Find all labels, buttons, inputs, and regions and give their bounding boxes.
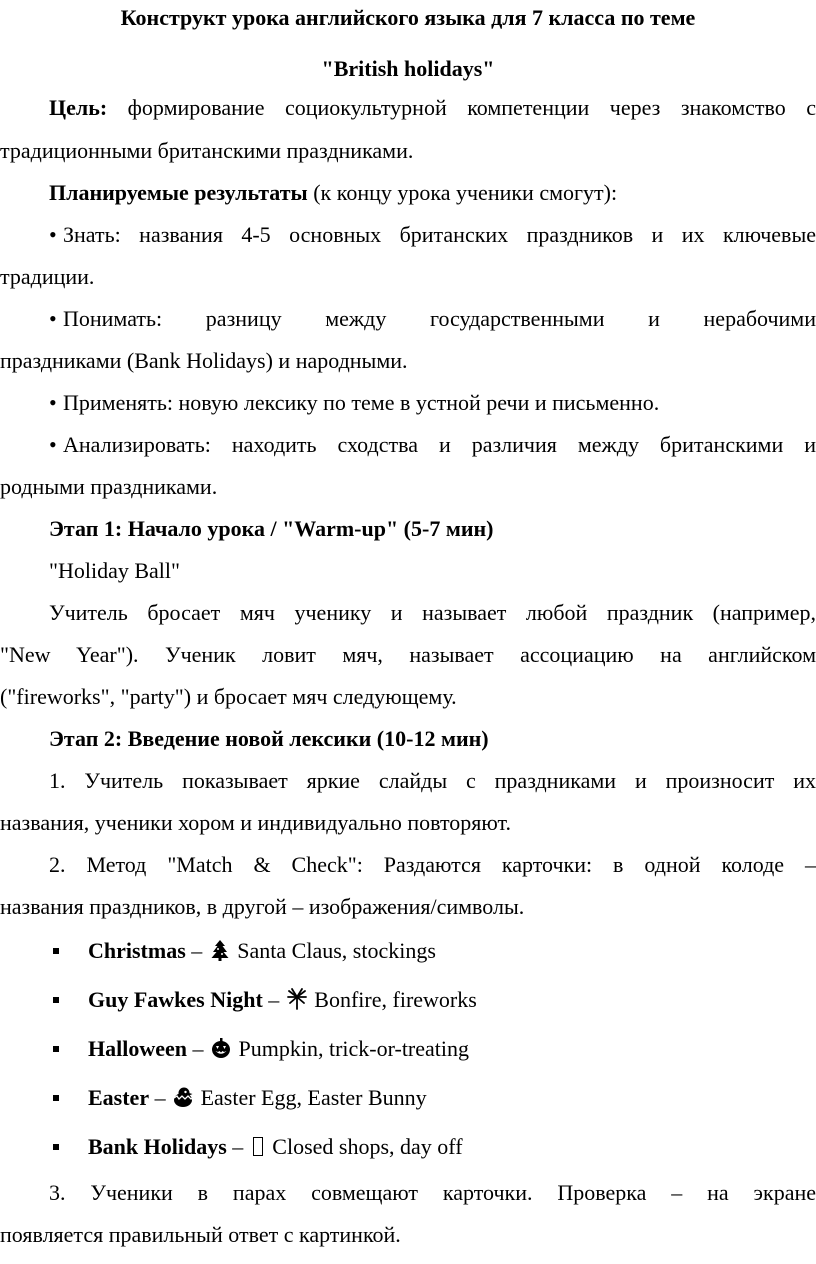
result-item-2-cont: праздниками (Bank Holidays) и народными. bbox=[0, 348, 408, 373]
square-bullet-icon bbox=[53, 1095, 59, 1101]
square-bullet-icon bbox=[53, 948, 59, 954]
jack-o-lantern-icon bbox=[211, 1037, 231, 1059]
stage2-step1-line1: 1. Учитель показывает яркие слайды с праздниками и произносит их bbox=[49, 768, 816, 793]
square-bullet-icon bbox=[53, 997, 59, 1003]
result-item-1: • Знать: названия 4-5 основных британских праздников и их ключевые bbox=[49, 222, 816, 247]
bullet-icon: • bbox=[49, 390, 57, 415]
square-bullet-icon bbox=[53, 1144, 59, 1150]
stage2-step3-line2: появляется правильный ответ с картинкой. bbox=[0, 1222, 401, 1247]
easter-chick-icon bbox=[173, 1086, 193, 1108]
result-item-3: • Применять: новую лексику по теме в устной речи и письменно. bbox=[49, 390, 660, 415]
stage1-text-2: "New Year"). Ученик ловит мяч, называет ассоциацию на английском bbox=[0, 642, 816, 667]
document-page: Конструкт урока английского языка для 7 класса по теме "British holidays" Цель: формирование социокультурной компетенции через знакомство с традиционными британскими праздниками. Планируемые результаты (к концу урока ученики смогут): • Знать: названия 4-5 основных британских праздников и их ключевые традиции. • Понимать: разницу между государственными и нерабочими праздниками (Bank Holidays) и народными. • Применять: новую лексику по теме в устной речи и письменно. • Анализировать: находить сходства и различия между британскими и родными праздниками. Этап 1: Начало урока / "Warm-up" (5-7 мин) "Holiday Ball" Учитель бросает мяч ученику и называет любой праздник (например, "New Year"). Ученик ловит мяч, называет ассоциацию на английском ("fireworks", "party") и бросает мяч следующему. Этап 2: Введение новой лексики (10-12 мин) 1. Учитель показывает яркие слайды с праздниками и произносит их названия, ученики хором и индивидуально повторяют. 2. Метод "Match & Check": Раздаются карточки: в одной колоде – названия праздников, в другой – изображения/символы. Christmas – Santa Claus, stockings Guy Fawkes Night – Bonfire, fireworks Halloween – Pumpkin, trick-or-treating Easter – Easter Egg, Easter Bunny Bank Holidays – Closed shops, day off 3. Ученики в парах совмещают карточки. Проверка – на экране появляется правильный ответ с картинкой. bbox=[0, 5, 816, 1247]
stage2-step2-line1: 2. Метод "Match & Check": Раздаются карточки: в одной колоде – bbox=[49, 852, 816, 877]
result-item-1-cont: традиции. bbox=[0, 264, 95, 289]
stage2-step1-line2: названия, ученики хором и индивидуально повторяют. bbox=[0, 810, 512, 835]
stage1-heading: Этап 1: Начало урока / "Warm-up" (5-7 мин) bbox=[49, 516, 494, 541]
stage1-game-title: "Holiday Ball" bbox=[49, 558, 181, 583]
christmas-tree-icon bbox=[210, 939, 230, 961]
square-bullet-icon bbox=[53, 1046, 59, 1052]
stage1-text-3: ("fireworks", "party") и бросает мяч следующему. bbox=[0, 684, 457, 709]
goal-line-1: Цель: формирование социокультурной компетенции через знакомство с bbox=[49, 95, 816, 120]
stage2-step2-line2: названия праздников, в другой – изображения/символы. bbox=[0, 894, 525, 919]
fireworks-icon bbox=[287, 988, 307, 1010]
title-line-2: "British holidays" bbox=[321, 56, 495, 81]
goal-line-2: традиционными британскими праздниками. bbox=[0, 138, 414, 163]
stage1-text-1: Учитель бросает мяч ученику и называет любой праздник (например, bbox=[49, 600, 816, 625]
bullet-icon: • bbox=[49, 222, 57, 247]
result-item-4: • Анализировать: находить сходства и различия между британскими и bbox=[49, 432, 816, 457]
result-item-4-cont: родными праздниками. bbox=[0, 474, 218, 499]
bullet-icon: • bbox=[49, 306, 57, 331]
stage2-heading: Этап 2: Введение новой лексики (10-12 мин) bbox=[49, 726, 489, 751]
results-heading: Планируемые результаты (к концу урока ученики смогут): bbox=[49, 180, 618, 205]
stage2-step3-line1: 3. Ученики в парах совмещают карточки. Проверка – на экране bbox=[49, 1180, 816, 1205]
missing-glyph-icon bbox=[253, 1137, 263, 1156]
result-item-2: • Понимать: разницу между государственными и нерабочими bbox=[49, 306, 816, 331]
title-line-1: Конструкт урока английского языка для 7 класса по теме bbox=[120, 5, 696, 30]
bullet-icon: • bbox=[49, 432, 57, 457]
